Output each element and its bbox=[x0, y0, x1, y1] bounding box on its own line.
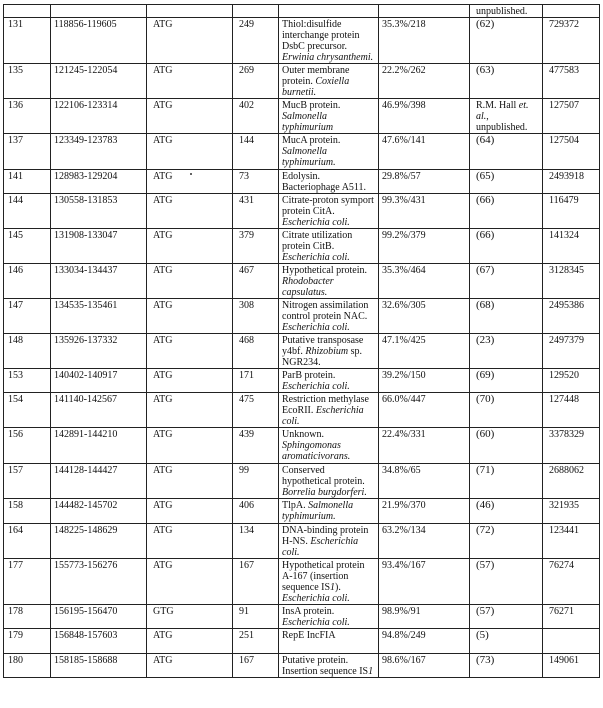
cell-reference: (64) bbox=[470, 134, 543, 170]
orf-annotation-table bbox=[3, 4, 600, 678]
cell-orf-number: 131 bbox=[4, 18, 51, 64]
cell-reference: (57) bbox=[470, 559, 543, 605]
text-run: Hypothetical protein. bbox=[282, 265, 367, 276]
cell-identity: 47.1%/425 bbox=[379, 334, 470, 369]
cell-identity: 99.2%/379 bbox=[379, 229, 470, 264]
cell-reference: (60) bbox=[470, 428, 543, 464]
italic-text: Sphingomonas aromaticivorans. bbox=[282, 440, 351, 462]
cell-length-aa: 167 bbox=[233, 559, 279, 605]
table-row bbox=[4, 334, 600, 369]
cell-coordinates: 128983-129204 bbox=[51, 170, 147, 194]
cell-accession: 116479 bbox=[543, 194, 600, 229]
cell-start-codon: GTG bbox=[147, 605, 233, 629]
cell-orf-number: 177 bbox=[4, 559, 51, 605]
text-run: ). bbox=[335, 582, 341, 593]
cell-accession: 141324 bbox=[543, 229, 600, 264]
text-run: Citrate-proton symport protein CitA. bbox=[282, 195, 374, 217]
table-row bbox=[4, 499, 600, 524]
cell-coordinates: 141140-142567 bbox=[51, 393, 147, 428]
table-row bbox=[4, 99, 600, 134]
cell-reference: (23) bbox=[470, 334, 543, 369]
cell-length-aa: 308 bbox=[233, 299, 279, 334]
cell-description bbox=[279, 18, 379, 64]
text-run: Restriction methylase EcoRII. bbox=[282, 394, 369, 416]
cell-orf-number: 146 bbox=[4, 264, 51, 299]
cell-blank bbox=[279, 5, 379, 18]
table-row bbox=[4, 170, 600, 194]
cell-length-aa: 475 bbox=[233, 393, 279, 428]
cell-accession bbox=[543, 629, 600, 654]
cell-accession: 127504 bbox=[543, 134, 600, 170]
text-run: Nitrogen assimilation control protein NAC. bbox=[282, 300, 369, 322]
cell-accession: 76271 bbox=[543, 605, 600, 629]
cell-identity: 98.9%/91 bbox=[379, 605, 470, 629]
cell-description bbox=[279, 99, 379, 134]
text-run: Putative protein. Insertion sequence IS bbox=[282, 655, 369, 677]
table-row bbox=[4, 134, 600, 170]
cell-identity: 22.2%/262 bbox=[379, 64, 470, 99]
cell-identity: 39.2%/150 bbox=[379, 369, 470, 393]
cell-accession: 729372 bbox=[543, 18, 600, 64]
cell-start-codon: ATG bbox=[147, 559, 233, 605]
cell-description bbox=[279, 264, 379, 299]
italic-text: et. al. bbox=[476, 100, 529, 122]
text-run: MucB protein. bbox=[282, 100, 341, 111]
table-row bbox=[4, 369, 600, 393]
cell-identity: 46.9%/398 bbox=[379, 99, 470, 134]
cell-start-codon: ATG bbox=[147, 229, 233, 264]
cell-identity: 99.3%/431 bbox=[379, 194, 470, 229]
text-run: Thiol:disulfide interchange protein DsbC precursor. bbox=[282, 19, 360, 52]
cell-identity: 98.6%/167 bbox=[379, 654, 470, 678]
text-run: R.M. Hall bbox=[476, 100, 519, 111]
cell-identity: 21.9%/370 bbox=[379, 499, 470, 524]
cell-length-aa: 249 bbox=[233, 18, 279, 64]
cell-description bbox=[279, 64, 379, 99]
cell-blank bbox=[147, 5, 233, 18]
cell-coordinates: 130558-131853 bbox=[51, 194, 147, 229]
cell-start-codon: ATG bbox=[147, 99, 233, 134]
cell-reference: (66) bbox=[470, 229, 543, 264]
table-row bbox=[4, 64, 600, 99]
cell-length-aa: 144 bbox=[233, 134, 279, 170]
italic-text: Rhizobium bbox=[305, 346, 349, 357]
cell-reference: (62) bbox=[470, 18, 543, 64]
cell-orf-number: 145 bbox=[4, 229, 51, 264]
table-row bbox=[4, 229, 600, 264]
cell-start-codon: ATG bbox=[147, 464, 233, 499]
cell-accession: 129520 bbox=[543, 369, 600, 393]
cell-description bbox=[279, 334, 379, 369]
italic-text: Salmonella typhimurium bbox=[282, 111, 334, 133]
cell-orf-number: 141 bbox=[4, 170, 51, 194]
cell-coordinates: 140402-140917 bbox=[51, 369, 147, 393]
cell-coordinates: 156195-156470 bbox=[51, 605, 147, 629]
cell-description bbox=[279, 499, 379, 524]
cell-start-codon: ATG bbox=[147, 170, 233, 194]
cell-coordinates: 155773-156276 bbox=[51, 559, 147, 605]
cell-orf-number: 158 bbox=[4, 499, 51, 524]
cell-description bbox=[279, 605, 379, 629]
cell-length-aa: 379 bbox=[233, 229, 279, 264]
cell-start-codon: ATG bbox=[147, 524, 233, 559]
cell-start-codon: ATG bbox=[147, 393, 233, 428]
cell-length-aa: 167 bbox=[233, 654, 279, 678]
cell-orf-number: 136 bbox=[4, 99, 51, 134]
cell-accession: 2688062 bbox=[543, 464, 600, 499]
cell-identity: 47.6%/141 bbox=[379, 134, 470, 170]
cell-length-aa: 73 bbox=[233, 170, 279, 194]
text-run: , unpublished. bbox=[476, 111, 528, 133]
cell-identity: 63.2%/134 bbox=[379, 524, 470, 559]
cell-start-codon: ATG bbox=[147, 18, 233, 64]
italic-text: Escherichia coli. bbox=[282, 617, 350, 628]
cell-coordinates: 156848-157603 bbox=[51, 629, 147, 654]
cell-blank bbox=[543, 5, 600, 18]
cell-length-aa: 439 bbox=[233, 428, 279, 464]
cell-orf-number: 153 bbox=[4, 369, 51, 393]
italic-text: Escherichia coli. bbox=[282, 536, 359, 558]
cell-length-aa: 468 bbox=[233, 334, 279, 369]
cell-orf-number: 144 bbox=[4, 194, 51, 229]
table-row bbox=[4, 629, 600, 654]
cell-start-codon: ATG bbox=[147, 194, 233, 229]
italic-text: 1 bbox=[368, 666, 374, 677]
cell-accession: 127507 bbox=[543, 99, 600, 134]
cell-coordinates: 135926-137332 bbox=[51, 334, 147, 369]
text-run: Unknown. bbox=[282, 429, 324, 440]
cell-start-codon: ATG bbox=[147, 629, 233, 654]
cell-description bbox=[279, 654, 379, 678]
cell-description bbox=[279, 629, 379, 654]
italic-text: Escherichia coli. bbox=[282, 322, 350, 333]
table-row bbox=[4, 605, 600, 629]
cell-accession: 2495386 bbox=[543, 299, 600, 334]
cell-coordinates: 144482-145702 bbox=[51, 499, 147, 524]
cell-description bbox=[279, 134, 379, 170]
cell-reference: (73) bbox=[470, 654, 543, 678]
table-row bbox=[4, 464, 600, 499]
text-run: Putative transposase y4bf. bbox=[282, 335, 364, 357]
cell-reference: (68) bbox=[470, 299, 543, 334]
cell-identity: 66.0%/447 bbox=[379, 393, 470, 428]
text-run: sp. NGR234. bbox=[282, 346, 363, 368]
text-run: RepE IncFIA bbox=[282, 630, 336, 641]
cell-identity: 34.8%/65 bbox=[379, 464, 470, 499]
italic-text: Coxiella burnetii. bbox=[282, 76, 350, 98]
cell-identity: 35.3%/218 bbox=[379, 18, 470, 64]
cell-coordinates: 123349-123783 bbox=[51, 134, 147, 170]
cell-reference bbox=[470, 99, 543, 134]
cell-accession: 127448 bbox=[543, 393, 600, 428]
cell-start-codon: ATG bbox=[147, 64, 233, 99]
cell-accession: 3128345 bbox=[543, 264, 600, 299]
cell-reference: (67) bbox=[470, 264, 543, 299]
cell-coordinates: 148225-148629 bbox=[51, 524, 147, 559]
scan-speck bbox=[190, 173, 192, 175]
table-row bbox=[4, 428, 600, 464]
cell-reference: (46) bbox=[470, 499, 543, 524]
italic-text: Escherichia coli. bbox=[282, 593, 350, 604]
cell-identity: 22.4%/331 bbox=[379, 428, 470, 464]
cell-length-aa: 134 bbox=[233, 524, 279, 559]
cell-reference: (70) bbox=[470, 393, 543, 428]
table-row bbox=[4, 524, 600, 559]
italic-text: Borrelia burgdorferi. bbox=[282, 487, 367, 498]
cell-reference: (69) bbox=[470, 369, 543, 393]
cell-orf-number: 135 bbox=[4, 64, 51, 99]
cell-orf-number: 178 bbox=[4, 605, 51, 629]
cell-accession: 149061 bbox=[543, 654, 600, 678]
cell-start-codon: ATG bbox=[147, 428, 233, 464]
text-run: Edolysin. Bacteriophage A511. bbox=[282, 171, 367, 193]
cell-accession: 123441 bbox=[543, 524, 600, 559]
cell-description bbox=[279, 524, 379, 559]
cell-start-codon: ATG bbox=[147, 299, 233, 334]
italic-text: Salmonella typhimurium. bbox=[282, 500, 354, 522]
text-run: Conserved hypothetical protein. bbox=[282, 465, 365, 487]
cell-length-aa: 406 bbox=[233, 499, 279, 524]
cell-length-aa: 99 bbox=[233, 464, 279, 499]
cell-length-aa: 431 bbox=[233, 194, 279, 229]
cell-start-codon: ATG bbox=[147, 264, 233, 299]
cell-length-aa: 251 bbox=[233, 629, 279, 654]
italic-text: Erwinia chrysanthemi. bbox=[282, 52, 374, 63]
cell-coordinates: 142891-144210 bbox=[51, 428, 147, 464]
cell-orf-number: 179 bbox=[4, 629, 51, 654]
cell-accession: 76274 bbox=[543, 559, 600, 605]
cell-reference: (71) bbox=[470, 464, 543, 499]
italic-text: Salmonella typhimurium. bbox=[282, 146, 336, 168]
italic-text: 1 bbox=[330, 582, 336, 593]
italic-text: Escherichia coli. bbox=[282, 252, 350, 263]
cell-accession: 3378329 bbox=[543, 428, 600, 464]
italic-text: Escherichia coli. bbox=[282, 217, 350, 228]
cell-identity: 29.8%/57 bbox=[379, 170, 470, 194]
cell-reference-fragment: unpublished. bbox=[470, 5, 543, 18]
cell-orf-number: 154 bbox=[4, 393, 51, 428]
cell-description bbox=[279, 170, 379, 194]
cell-length-aa: 171 bbox=[233, 369, 279, 393]
cell-coordinates: 122106-123314 bbox=[51, 99, 147, 134]
italic-text: Rhodobacter capsulatus. bbox=[282, 276, 334, 298]
cell-coordinates: 118856-119605 bbox=[51, 18, 147, 64]
cell-description bbox=[279, 559, 379, 605]
table-row bbox=[4, 299, 600, 334]
cell-description bbox=[279, 369, 379, 393]
text-run: DNA-binding protein H-NS. bbox=[282, 525, 369, 547]
cell-orf-number: 157 bbox=[4, 464, 51, 499]
text-run: Outer membrane protein. bbox=[282, 65, 350, 87]
text-run: ParB protein. bbox=[282, 370, 336, 381]
cell-description bbox=[279, 229, 379, 264]
table-row bbox=[4, 18, 600, 64]
text-run: Hypothetical protein A-167 (insertion sequence IS bbox=[282, 560, 365, 593]
cell-coordinates: 121245-122054 bbox=[51, 64, 147, 99]
cell-coordinates: 158185-158688 bbox=[51, 654, 147, 678]
cell-length-aa: 269 bbox=[233, 64, 279, 99]
table-row-continuation bbox=[4, 5, 600, 18]
cell-length-aa: 91 bbox=[233, 605, 279, 629]
cell-identity: 32.6%/305 bbox=[379, 299, 470, 334]
cell-description bbox=[279, 299, 379, 334]
table-body bbox=[4, 5, 600, 678]
cell-orf-number: 148 bbox=[4, 334, 51, 369]
cell-orf-number: 164 bbox=[4, 524, 51, 559]
cell-accession: 2497379 bbox=[543, 334, 600, 369]
cell-blank bbox=[233, 5, 279, 18]
cell-identity: 93.4%/167 bbox=[379, 559, 470, 605]
cell-length-aa: 402 bbox=[233, 99, 279, 134]
table-row bbox=[4, 194, 600, 229]
cell-description bbox=[279, 194, 379, 229]
cell-blank bbox=[51, 5, 147, 18]
cell-reference: (57) bbox=[470, 605, 543, 629]
cell-orf-number: 156 bbox=[4, 428, 51, 464]
italic-text: Escherichia coli. bbox=[282, 405, 364, 427]
cell-reference: (63) bbox=[470, 64, 543, 99]
cell-start-codon: ATG bbox=[147, 334, 233, 369]
cell-reference: (72) bbox=[470, 524, 543, 559]
text-run: Citrate utilization protein CitB. bbox=[282, 230, 353, 252]
cell-blank bbox=[379, 5, 470, 18]
cell-coordinates: 131908-133047 bbox=[51, 229, 147, 264]
cell-description bbox=[279, 428, 379, 464]
cell-orf-number: 147 bbox=[4, 299, 51, 334]
text-run: InsA protein. bbox=[282, 606, 335, 617]
cell-start-codon: ATG bbox=[147, 134, 233, 170]
text-run: TlpA. bbox=[282, 500, 309, 511]
cell-identity: 35.3%/464 bbox=[379, 264, 470, 299]
cell-description bbox=[279, 393, 379, 428]
cell-accession: 477583 bbox=[543, 64, 600, 99]
cell-start-codon: ATG bbox=[147, 369, 233, 393]
cell-identity: 94.8%/249 bbox=[379, 629, 470, 654]
cell-blank bbox=[4, 5, 51, 18]
cell-accession: 321935 bbox=[543, 499, 600, 524]
table-row bbox=[4, 393, 600, 428]
cell-description bbox=[279, 464, 379, 499]
cell-start-codon: ATG bbox=[147, 499, 233, 524]
cell-coordinates: 133034-134437 bbox=[51, 264, 147, 299]
table-row bbox=[4, 654, 600, 678]
cell-length-aa: 467 bbox=[233, 264, 279, 299]
cell-reference: (66) bbox=[470, 194, 543, 229]
cell-accession: 2493918 bbox=[543, 170, 600, 194]
table-row bbox=[4, 264, 600, 299]
cell-start-codon: ATG bbox=[147, 654, 233, 678]
cell-reference: (5) bbox=[470, 629, 543, 654]
cell-reference: (65) bbox=[470, 170, 543, 194]
table-row bbox=[4, 559, 600, 605]
text-run: MucA protein. bbox=[282, 135, 341, 146]
cell-orf-number: 180 bbox=[4, 654, 51, 678]
italic-text: Escherichia coli. bbox=[282, 381, 350, 392]
cell-orf-number: 137 bbox=[4, 134, 51, 170]
cell-coordinates: 134535-135461 bbox=[51, 299, 147, 334]
cell-coordinates: 144128-144427 bbox=[51, 464, 147, 499]
